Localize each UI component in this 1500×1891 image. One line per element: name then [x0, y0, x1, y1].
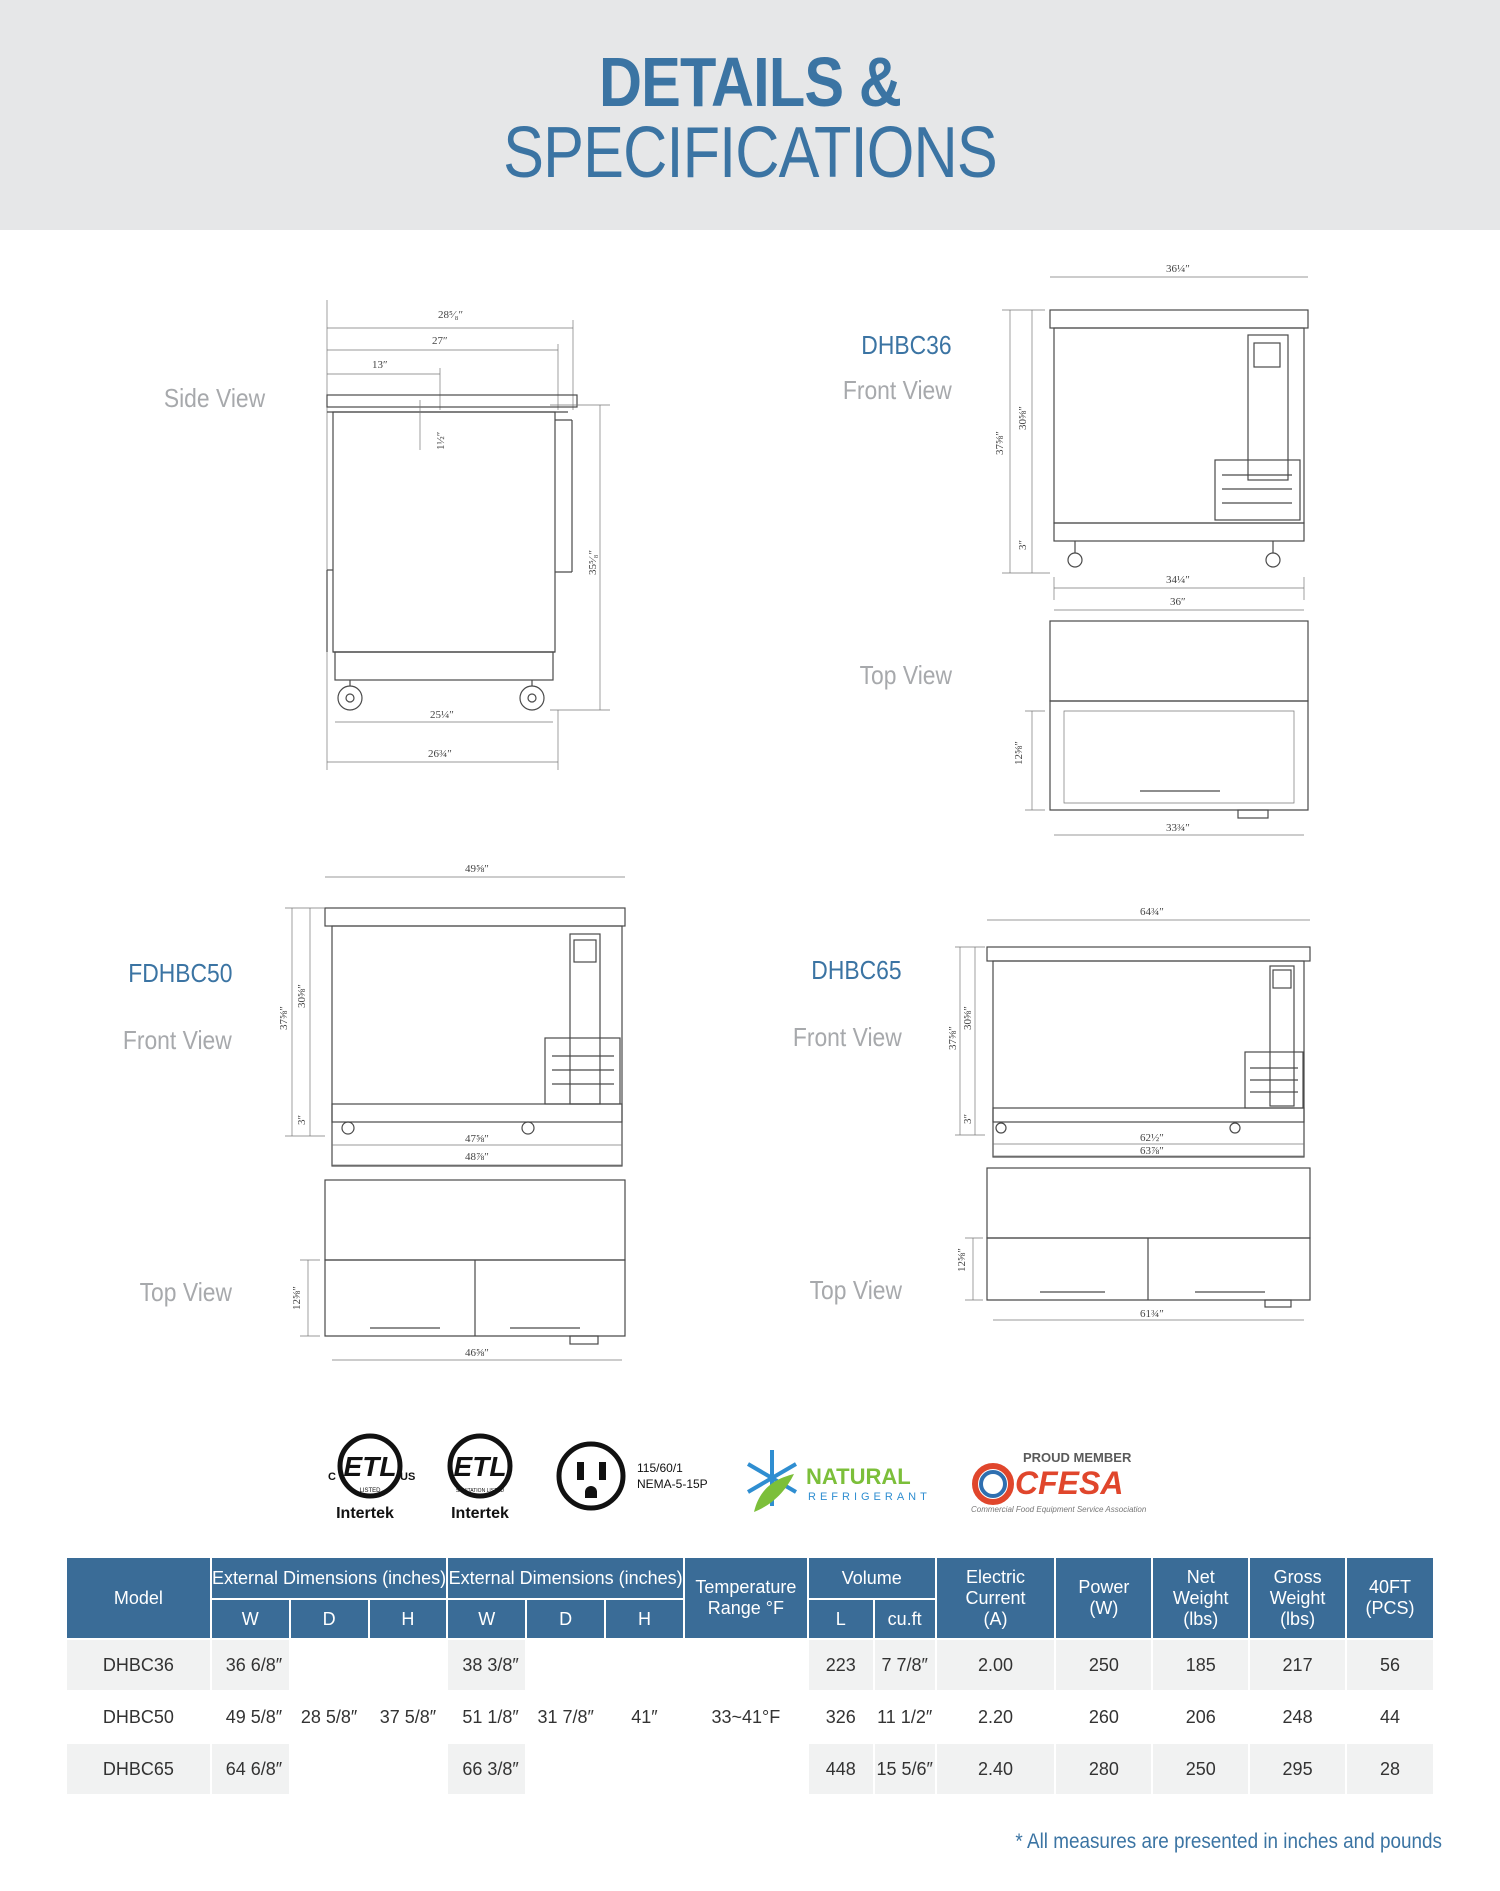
- th-vol-cuft: cu.ft: [875, 1600, 935, 1638]
- th-net-weight: Net Weight (lbs): [1153, 1558, 1248, 1638]
- th-w1: W: [212, 1600, 289, 1638]
- fdhbc50-dim-top-depth: 12⅝″: [291, 1286, 303, 1310]
- th-electric-current: Electric Current (A): [937, 1558, 1055, 1638]
- th-ext-dim-1: External Dimensions (inches): [212, 1558, 447, 1598]
- dhbc65-front-view-label: Front View: [793, 1022, 902, 1052]
- dhbc36-front-view-label: Front View: [843, 375, 952, 405]
- dim-cabinet: 27″: [432, 335, 448, 347]
- svg-text:PROUD MEMBER: PROUD MEMBER: [1023, 1450, 1132, 1465]
- dhbc36-dim-body-height: 30⅝″: [1017, 406, 1029, 430]
- fdhbc50-top-view-label: Top View: [139, 1277, 232, 1307]
- svg-text:ETL: ETL: [343, 1451, 397, 1482]
- dim-base-outer: 26¾″: [428, 748, 452, 760]
- dhbc65-dim-inner-width: 62½″: [1140, 1132, 1164, 1144]
- dhbc65-dim-top-depth: 12⅝″: [956, 1248, 968, 1272]
- cell-model: DHBC50: [67, 1692, 210, 1742]
- dim-half: 13″: [372, 359, 388, 371]
- spec-table: [65, 1556, 1435, 1796]
- cell-cuft: 7 7/8″: [875, 1640, 935, 1690]
- cell-net: 206: [1153, 1692, 1248, 1742]
- footnote: * All measures are presented in inches and pounds: [1015, 1830, 1442, 1853]
- dhbc65-dim-top-width: 64¾″: [1140, 906, 1164, 918]
- th-40ft-pcs: 40FT (PCS): [1347, 1558, 1433, 1638]
- cell-model: DHBC36: [67, 1640, 210, 1690]
- dim-height: 35⁵⁄₈″: [587, 549, 599, 575]
- th-d1: D: [291, 1600, 368, 1638]
- cell-h2: 41″: [606, 1640, 683, 1794]
- dhbc65-dim-total-height: 37⅝″: [947, 1026, 959, 1050]
- th-temperature: Temperature Range °F: [685, 1558, 807, 1638]
- dhbc36-dim-top-width-lower: 33¾″: [1166, 822, 1190, 834]
- dhbc65-dim-body-height: 30⅝″: [962, 1006, 974, 1030]
- th-d2: D: [527, 1600, 604, 1638]
- plug-icon: [555, 1442, 725, 1522]
- th-model: Model: [67, 1558, 210, 1638]
- cell-net: 250: [1153, 1744, 1248, 1794]
- cell-gross: 248: [1250, 1692, 1345, 1742]
- cell-liters: 223: [809, 1640, 873, 1690]
- dhbc36-top-view-label: Top View: [859, 660, 952, 690]
- cell-watts: 260: [1056, 1692, 1151, 1742]
- table-row: [67, 1640, 1433, 1690]
- page-title-line2: SPECIFICATIONS: [503, 113, 997, 193]
- dhbc36-dim-width: 36″: [1170, 596, 1186, 608]
- natural-refrigerant-logo: [738, 1442, 938, 1522]
- cell-w1: 36 6/8″: [212, 1640, 289, 1690]
- svg-text:Intertek: Intertek: [451, 1505, 509, 1522]
- cell-pcs: 56: [1347, 1640, 1433, 1690]
- cell-liters: 326: [809, 1692, 873, 1742]
- side-view-drawing: [320, 300, 620, 780]
- fdhbc50-drawing: [280, 860, 630, 1380]
- svg-text:NEMA-5-15P: NEMA-5-15P: [637, 1477, 708, 1491]
- dhbc36-dim-top-depth: 12⅝″: [1013, 741, 1025, 765]
- svg-text:Commercial Food Equipment Serv: Commercial Food Equipment Service Association: [971, 1505, 1147, 1514]
- cell-w2: 66 3/8″: [448, 1744, 525, 1794]
- dim-lid: 1½″: [435, 431, 447, 450]
- svg-text:LISTED: LISTED: [359, 1488, 381, 1494]
- fdhbc50-dim-body-height: 30⅝″: [296, 984, 308, 1008]
- dim-base-inner: 25¼″: [430, 709, 454, 721]
- cell-amps: 2.40: [937, 1744, 1055, 1794]
- cell-model: DHBC65: [67, 1744, 210, 1794]
- fdhbc50-dim-inner-width: 47⅝″: [465, 1133, 489, 1145]
- th-h2: H: [606, 1600, 683, 1638]
- cell-h1: 37 5/8″: [370, 1640, 447, 1794]
- fdhbc50-dim-width: 48⅞″: [465, 1151, 489, 1163]
- etl-listed-logo: [320, 1430, 420, 1530]
- fdhbc50-dim-top-width: 49⅝″: [465, 863, 489, 875]
- cell-cuft: 11 1/2″: [875, 1692, 935, 1742]
- svg-text:SANITATION LISTED: SANITATION LISTED: [455, 1488, 505, 1494]
- fdhbc50-dim-top-width-lower: 46⅝″: [465, 1347, 489, 1359]
- model-label-dhbc65: DHBC65: [811, 955, 902, 985]
- dim-overall-depth: 28⁵⁄₈″: [438, 309, 464, 321]
- cell-net: 185: [1153, 1640, 1248, 1690]
- dhbc65-dim-width: 63⅞″: [1140, 1145, 1164, 1157]
- cell-gross: 295: [1250, 1744, 1345, 1794]
- svg-text:C: C: [328, 1471, 336, 1483]
- cell-watts: 280: [1056, 1744, 1151, 1794]
- th-h1: H: [370, 1600, 447, 1638]
- dhbc65-dim-leg: 3″: [962, 1113, 974, 1124]
- model-label-dhbc36: DHBC36: [861, 330, 952, 360]
- svg-text:115/60/1: 115/60/1: [637, 1461, 683, 1475]
- etl-sanitation-logo: [440, 1430, 530, 1530]
- certification-logos: [0, 1420, 1500, 1530]
- th-vol-l: L: [809, 1600, 873, 1638]
- cell-cuft: 15 5/6″: [875, 1744, 935, 1794]
- th-ext-dim-2: External Dimensions (inches): [448, 1558, 683, 1598]
- header-banner: [0, 0, 1500, 230]
- dhbc36-dim-total-height: 37⅝″: [994, 431, 1006, 455]
- dhbc36-drawing: [990, 255, 1330, 845]
- dhbc36-dim-inner-width: 34¼″: [1166, 574, 1190, 586]
- svg-text:REFRIGERANT: REFRIGERANT: [808, 1491, 931, 1503]
- th-volume: Volume: [809, 1558, 935, 1598]
- cell-gross: 217: [1250, 1640, 1345, 1690]
- model-label-fdhbc50: FDHBC50: [127, 958, 232, 988]
- dhbc36-dim-leg: 3″: [1017, 539, 1029, 550]
- side-view-label: Side View: [163, 383, 265, 413]
- cell-d1: 28 5/8″: [291, 1640, 368, 1794]
- fdhbc50-dim-total-height: 37⅝″: [278, 1006, 290, 1030]
- fdhbc50-dim-leg: 3″: [296, 1114, 308, 1125]
- dhbc65-drawing: [945, 900, 1315, 1330]
- cell-d2: 31 7/8″: [527, 1640, 604, 1794]
- cell-amps: 2.20: [937, 1692, 1055, 1742]
- cell-w2: 51 1/8″: [448, 1692, 525, 1742]
- cell-liters: 448: [809, 1744, 873, 1794]
- th-power: Power (W): [1056, 1558, 1151, 1638]
- dhbc36-dim-top-width: 36¼″: [1166, 263, 1190, 275]
- th-w2: W: [448, 1600, 525, 1638]
- cfesa-logo: [965, 1442, 1175, 1522]
- cell-w2: 38 3/8″: [448, 1640, 525, 1690]
- dhbc65-top-view-label: Top View: [809, 1275, 902, 1305]
- cell-watts: 250: [1056, 1640, 1151, 1690]
- cell-pcs: 28: [1347, 1744, 1433, 1794]
- svg-text:ETL: ETL: [453, 1451, 507, 1482]
- svg-text:Intertek: Intertek: [336, 1505, 394, 1522]
- fdhbc50-front-view-label: Front View: [123, 1025, 232, 1055]
- cell-amps: 2.00: [937, 1640, 1055, 1690]
- svg-text:US: US: [400, 1471, 416, 1483]
- svg-text:NATURAL: NATURAL: [806, 1464, 911, 1489]
- svg-text:CFESA: CFESA: [1015, 1465, 1124, 1501]
- cell-pcs: 44: [1347, 1692, 1433, 1742]
- cell-w1: 64 6/8″: [212, 1744, 289, 1794]
- cell-w1: 49 5/8″: [212, 1692, 289, 1742]
- dhbc65-dim-top-width-lower: 61¾″: [1140, 1308, 1164, 1320]
- page-title-line1: DETAILS &: [599, 43, 901, 121]
- cell-temp: 33~41°F: [685, 1640, 807, 1794]
- th-gross-weight: Gross Weight (lbs): [1250, 1558, 1345, 1638]
